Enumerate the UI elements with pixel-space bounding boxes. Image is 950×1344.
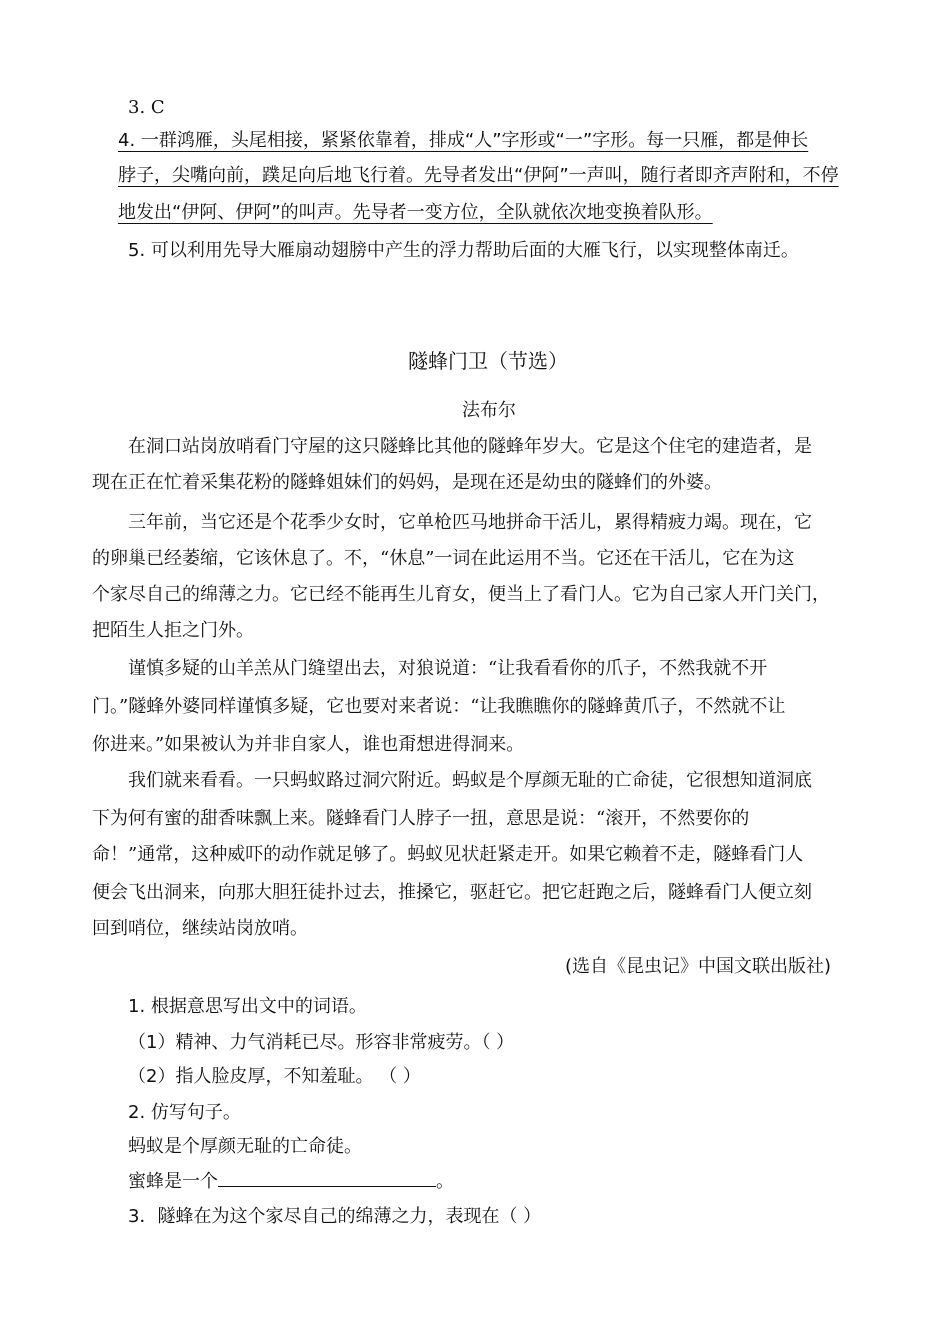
paragraph-3-line-2: 门。”隧蜂外婆同样谨慎多疑，它也要对来者说：“让我瞧瞧你的隧蜂黄爪子，不然就不让 [92,696,786,717]
paragraph-4-line-2: 下为何有蜜的甜香味飘上来。隧蜂看门人脖子一扭，意思是说：“滚开，不然要你的 [92,808,750,829]
question-2-fill [128,1168,454,1195]
paragraph-2-line-3: 个家尽自己的绵薄之力。它已经不能再生儿育女，便当上了看门人。它为自己家人开门关门， [92,584,830,605]
paragraph-4-line-3: 命！”通常，这种威吓的动作就足够了。蚂蚁见状赶紧走开。如果它赖着不走，隧蜂看门人 [92,844,804,865]
question-2-prefix: 蜜蜂是一个 [128,1171,218,1192]
answer-4-line-3: 地发出“伊阿、伊阿”的叫声。先导者一变方位，全队就依次地变换着队形。 [118,202,713,223]
paragraph-2-line-4: 把陌生人拒之门外。 [92,620,254,641]
answer-4-line-2: 脖子，尖嘴向前，蹼足向后地飞行着。先导者发出“伊阿”一声叫，随行者即齐声附和，不停 [118,165,839,186]
answer-5: 5. 可以利用先导大雁扇动翅膀中产生的浮力帮助后面的大雁飞行，以实现整体南迁。 [128,240,799,261]
question-1-1: （1）精神、力气消耗已尽。形容非常疲劳。（ ） [128,1032,515,1053]
question-3: 3．隧蜂在为这个家尽自己的绵薄之力，表现在（ ） [128,1206,542,1227]
question-1: 1. 根据意思写出文中的词语。 [128,996,367,1017]
question-2-example: 蚂蚁是个厚颜无耻的亡命徒。 [128,1136,362,1157]
paragraph-4-line-4: 便会飞出洞来，向那大胆狂徒扑过去，推搡它，驱赶它。把它赶跑之后，隧蜂看门人便立刻 [92,882,812,903]
paragraph-3-line-3: 你进来。”如果被认为并非自家人，谁也甭想进得洞来。 [92,734,525,755]
paragraph-2-line-2: 的卵巢已经萎缩，它该休息了。不，“休息”一词在此运用不当。它还在干活儿，它在为这 [92,548,795,569]
paragraph-1-line-2: 现在正在忙着采集花粉的隧蜂姐妹们的妈妈，是现在还是幼虫的隧蜂们的外婆。 [92,472,722,493]
article-author: 法布尔 [462,400,516,421]
question-2: 2. 仿写句子。 [128,1102,241,1123]
article-title: 隧蜂门卫（节选） [408,349,568,373]
answer-4-line-1: 4. 一群鸿雁，头尾相接，紧紧依靠着，排成“人”字形或“一”字形。每一只雁，都是伸长 [118,130,809,151]
paragraph-1-line-1: 在洞口站岗放哨看门守屋的这只隧蜂比其他的隧蜂年岁大。它是这个住宅的建造者，是 [128,436,812,457]
paragraph-3-line-1: 谨慎多疑的山羊羔从门缝望出去，对狼说道：“让我看看你的爪子，不然我就不开 [128,658,768,679]
article-source: (选自《昆虫记》中国文联出版社) [565,956,832,977]
paragraph-4-line-5: 回到哨位，继续站岗放哨。 [92,918,308,939]
question-1-2: （2）指人脸皮厚，不知羞耻。 （ ） [128,1066,421,1087]
question-2-suffix: 。 [436,1171,454,1192]
answer-3: 3. C [128,97,165,118]
answer-blank[interactable] [218,1168,436,1187]
paragraph-4-line-1: 我们就来看看。一只蚂蚁路过洞穴附近。蚂蚁是个厚颜无耻的亡命徒，它很想知道洞底 [128,770,812,791]
paragraph-2-line-1: 三年前，当它还是个花季少女时，它单枪匹马地拼命干活儿，累得精疲力竭。现在，它 [128,512,812,533]
